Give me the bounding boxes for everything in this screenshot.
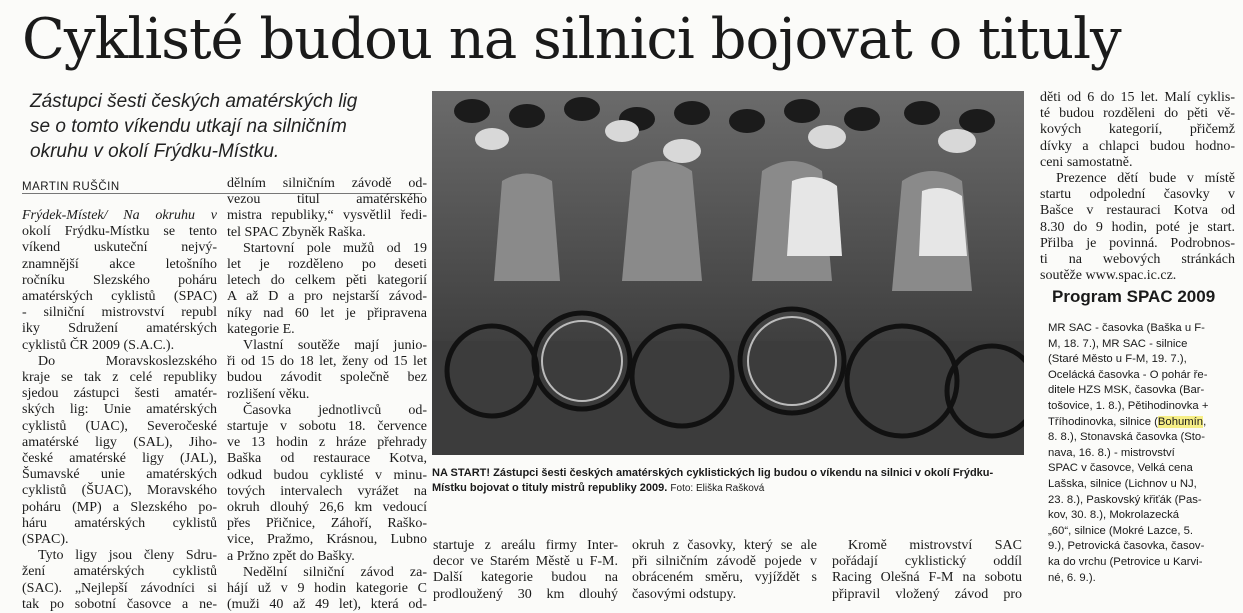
program-line: „60“, silnice (Mokré Lazce, 5. <box>1048 524 1194 537</box>
text-line: ročníku Slezského poháru <box>22 272 217 288</box>
program-line: Ocelácká časovka - O pohár ře- <box>1048 368 1208 381</box>
program-line: né, 6. 9.). <box>1048 571 1096 584</box>
text-line: rozlišení věku. <box>227 386 310 402</box>
program-line: MR SAC - časovka (Baška u F- <box>1048 322 1205 334</box>
text-line: dívky a chlapci budou hodno- <box>1040 138 1235 154</box>
text-line: Kromě mistrovství SAC <box>848 538 1022 553</box>
text-line: pořádají cyklistický oddíl <box>832 554 1022 570</box>
text-line: 8.30 do 9 hodin, poté je start. <box>1040 219 1235 235</box>
text-line: amatérských cyklistů (SPAC) <box>22 289 217 305</box>
text-line: poháru (MP) a Slezského po- <box>22 499 217 515</box>
text-line: Do Moravskoslezského <box>38 353 217 369</box>
text-line: okruh dlouhý 26,6 km vedoucí <box>227 500 427 516</box>
program-line: nava, 16. 8.) - mistrovství <box>1048 446 1175 459</box>
text-line: Přilba je povinná. Podrobnos- <box>1040 235 1235 251</box>
photo-caption <box>432 466 1024 496</box>
program-line: 9.), Petrovická časovka, časov- <box>1048 540 1205 553</box>
text-line: startuje z areálu firmy Inter- <box>433 538 618 553</box>
program-line: Tříhodinovka, silnice (Bohumín, <box>1048 415 1207 428</box>
text-line: letech do celkem pěti kategorií <box>227 273 427 289</box>
text-line: cyklistů (UAC), Severočeské <box>22 418 217 434</box>
article-column-3 <box>433 538 618 603</box>
text-line: (SPAC). <box>22 532 69 548</box>
text-line: A až D a pro nejstarší závod- <box>227 289 427 305</box>
text-line: Šumavské unie amatérských <box>22 467 217 483</box>
text-line: znamnější akce letošního <box>22 256 217 272</box>
article-column-1 <box>22 208 217 613</box>
text-line: decor ve Starém Městě u F-M. <box>433 554 618 570</box>
program-line: 8. 8.), Stonavská časovka (Sto- <box>1048 431 1205 444</box>
text-line: cyklistů ČR 2009 (S.A.C.). <box>22 337 175 353</box>
text-line: kraje se tak z celé republiky <box>22 370 217 386</box>
text-line: obráceném směru, vyjíždět s <box>632 570 817 586</box>
program-line: SPAC v časovce, Velká cena <box>1048 462 1193 475</box>
text-line: žení amatérských cyklistů <box>22 564 217 580</box>
text-line: odkud budou cyklisté v minu- <box>227 467 427 483</box>
text-line: ceni samostatně. <box>1040 154 1133 170</box>
text-line: Startovní pole mužů od 19 <box>243 240 427 256</box>
text-line: tak po sobotní časovce a ne- <box>22 596 217 612</box>
program-line: kov, 30. 8.), Mokrolazecká <box>1048 509 1180 522</box>
text-line: ři od 15 do 18 let, ženy od 15 let <box>227 354 427 370</box>
text-line: Frýdek-Místek/ Na okruhu v <box>22 208 217 223</box>
text-line: mistra republiky,“ vysvětlil ředi- <box>227 208 427 224</box>
text-line: a Pržno zpět do Bašky. <box>227 548 355 564</box>
text-line: Další kategorie budou na <box>433 570 618 586</box>
lead-line: se o tomto víkendu utkají na silničním <box>30 116 347 137</box>
text-line: té budou rozděleni do pěti vě- <box>1040 106 1235 122</box>
text-line: ve 13 hodin z hráze přehrady <box>227 435 427 451</box>
text-line: Tyto ligy jsou členy Sdru- <box>38 548 217 564</box>
text-line: Prezence dětí bude v místě <box>1056 171 1235 187</box>
text-line: ských lig: Unie amatérských <box>22 402 217 418</box>
highlighted-text: Bohumín <box>1157 415 1204 428</box>
text-line: Racing Olešná F-M na sobotu <box>832 570 1022 586</box>
text-line: prodloužený 30 km dlouhý <box>433 586 618 602</box>
headline: Cyklisté budou na silnici bojovat o tituly <box>22 7 1121 72</box>
text-line: Baška od restaurace Kotva, <box>227 451 427 467</box>
text-line: Nedělní silniční závod za- <box>243 564 427 580</box>
text-line: české amatérské ligy (JAL), <box>22 451 217 467</box>
article-column-5 <box>832 538 1022 603</box>
text-line: víkend uskuteční nejvý- <box>22 240 217 256</box>
program-line: ka do vrchu (Petrovice u Karvi- <box>1048 555 1203 568</box>
text-line: startuje v sobotu 18. července <box>227 419 427 435</box>
text-line: soutěže www.spac.ic.cz. <box>1040 268 1177 284</box>
article-column-2 <box>227 176 427 613</box>
text-line: při silničním závodě pojede v <box>632 554 817 570</box>
program-line: 23. 8.), Paskovský křiťák (Pas- <box>1048 493 1202 506</box>
text-line: ti na webových stránkách <box>1040 252 1235 268</box>
text-line: níky nad 60 let je připravena <box>227 305 427 321</box>
caption-text: NA START! Zástupci šesti českých amatérských cyklistických lig budou o víkendu na silnici v okolí Frýdku-Místku bojovat o tituly mistrů republiky 2009. <box>432 467 994 494</box>
text-line: Bašce v restauraci Kotva od <box>1040 203 1235 219</box>
text-line: kategorie E. <box>227 321 295 337</box>
text-line: budou závodit společně bez <box>227 370 427 386</box>
text-line: (muži 40 až 49 let), která od- <box>227 597 427 613</box>
text-line: startu odpolední časovky v <box>1040 187 1235 203</box>
photo-credit: Foto: Eliška Rašková <box>670 483 765 494</box>
text-line: let je rozděleno po deseti <box>227 257 427 273</box>
lead-line: Zástupci šesti českých amatérských lig <box>30 91 358 112</box>
text-line: háru amatérských cyklistů <box>22 515 217 531</box>
text-line: - silniční mistrovství republ <box>22 305 217 321</box>
lead-paragraph <box>30 89 390 164</box>
text-line: iky Sdružení amatérských <box>22 321 217 337</box>
text-line: dělním silničním závodě od- <box>227 176 427 191</box>
text-line: vezou titul amatérského <box>227 192 427 208</box>
program-line: M, 18. 7.), MR SAC - silnice <box>1048 337 1188 350</box>
program-line: tošovice, 1. 8.), Pětihodinovka + <box>1048 399 1209 412</box>
program-box <box>1040 285 1235 584</box>
cyclists-photo-illustration <box>432 91 1024 455</box>
text-line: kových kategorií, přičemž <box>1040 122 1235 138</box>
text-line: hájí už v 9 hodin kategorie C <box>227 581 427 597</box>
text-line: sjedou zástupci šesti amatér- <box>22 386 217 402</box>
text-line: přes Přičnice, Záhoří, Raško- <box>227 516 427 532</box>
cyclists-photo <box>432 91 1024 455</box>
text-line: tových intervalech vyrážet na <box>227 483 427 499</box>
program-line: (Staré Město u F-M, 19. 7.), <box>1048 353 1187 366</box>
text-line: tel SPAC Zbyněk Raška. <box>227 224 366 240</box>
lead-line: okruhu v okolí Frýdku-Místku. <box>30 141 280 162</box>
text-line: připravil vložený závod pro <box>832 586 1022 602</box>
text-line: amatérské ligy (SAL), Jiho- <box>22 434 217 450</box>
text-line: cyklistů (ŠUAC), Moravského <box>22 483 217 499</box>
text-line: vice, Pražmo, Krásnou, Lubno <box>227 532 427 548</box>
text-line: Časovka jednotlivců od- <box>243 402 427 418</box>
program-line: Lašska, silnice (Lichnov u NJ, <box>1048 477 1197 490</box>
text-line: časovými odstupy. <box>632 586 737 602</box>
text-line: (SAC). „Nejlepší závodníci si <box>22 580 217 596</box>
text-line: okruh z časovky, který se ale <box>632 538 817 553</box>
article-column-4 <box>632 538 817 603</box>
program-line: ditele HZS MSK, časovka (Bar- <box>1048 384 1205 397</box>
program-list <box>1040 321 1235 586</box>
article-column-6 <box>1040 90 1235 284</box>
text-line: okolí Frýdku-Místku se tento <box>22 224 217 240</box>
text-line: děti od 6 do 15 let. Malí cyklis- <box>1040 90 1235 105</box>
text-line: Vlastní soutěže mají junio- <box>243 338 427 354</box>
program-title: Program SPAC 2009 <box>1052 287 1216 306</box>
byline: MARTIN RUŠČIN <box>22 181 120 193</box>
